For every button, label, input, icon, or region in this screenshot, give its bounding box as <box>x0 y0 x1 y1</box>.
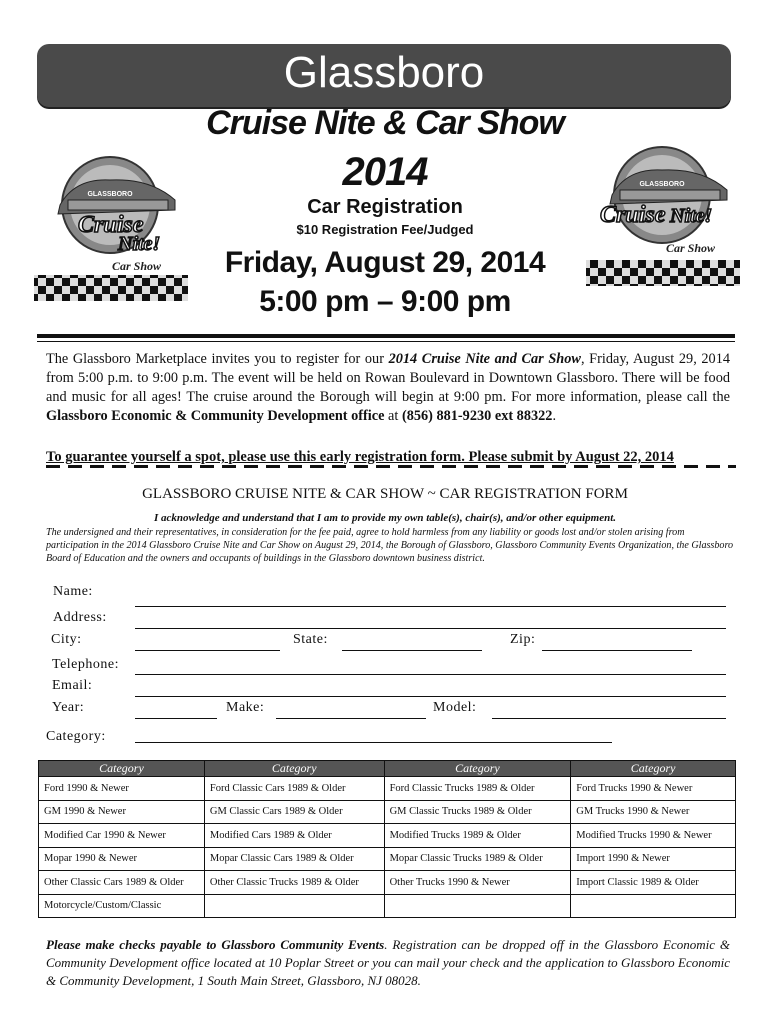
intro-text: The Glassboro Marketplace invites you to register for our <box>46 351 389 367</box>
registration-fee: $10 Registration Fee/Judged <box>296 222 474 237</box>
payment-payable-to: Please make checks payable to Glassboro Community Events <box>46 937 385 952</box>
dashed-divider <box>46 465 736 468</box>
table-cell: Modified Cars 1989 & Older <box>204 824 384 848</box>
category-field[interactable] <box>135 742 612 743</box>
column-header: Category <box>39 761 205 777</box>
table-cell: Modified Car 1990 & Newer <box>39 824 205 848</box>
intro-text: , Friday, August 29, 2014 from 5:00 p.m. to 9:00 p.m. The event will be held on Rowan Boulevard in Downtown Glassboro. There will be food and music for all ages! The cruise around the Borough will begin at 9:00 pm. For more information, please call the <box>46 351 730 405</box>
logo-line1: GLASSBORO <box>87 191 133 198</box>
table-cell: GM Classic Trucks 1989 & Older <box>384 800 571 824</box>
registration-heading: Car Registration <box>307 196 463 218</box>
name-label: Name: <box>53 584 93 599</box>
event-subtitle: Cruise Nite & Car Show <box>206 104 564 142</box>
intro-text: at <box>384 408 402 424</box>
table-cell: Import Classic 1989 & Older <box>571 871 736 895</box>
guarantee-notice: To guarantee yourself a spot, please use this early registration form. Please submit by August 22, 2014 <box>46 449 674 465</box>
column-header: Category <box>384 761 571 777</box>
table-row <box>39 871 736 895</box>
table-row <box>39 824 736 848</box>
logo-line3: Nite! <box>670 205 713 227</box>
table-cell: Other Classic Cars 1989 & Older <box>39 871 205 895</box>
telephone-field[interactable] <box>135 674 726 675</box>
intro-event-name: 2014 Cruise Nite and Car Show <box>388 351 581 367</box>
table-cell: Ford 1990 & Newer <box>39 777 205 801</box>
intro-phone: (856) 881-9230 ext 88322 <box>401 408 553 424</box>
name-field[interactable] <box>135 606 726 607</box>
table-cell: Ford Classic Cars 1989 & Older <box>204 777 384 801</box>
divider-thick <box>37 334 735 338</box>
table-cell: Mopar Classic Trucks 1989 & Older <box>384 847 571 871</box>
state-field[interactable] <box>342 650 482 651</box>
table-cell: Mopar 1990 & Newer <box>39 847 205 871</box>
model-field[interactable] <box>492 718 726 719</box>
zip-field[interactable] <box>542 650 692 651</box>
intro-office-name: Glassboro Economic & Community Development office <box>46 408 385 424</box>
checkered-flag-icon <box>586 260 740 286</box>
table-cell: Mopar Classic Cars 1989 & Older <box>204 847 384 871</box>
make-label: Make: <box>226 700 265 715</box>
payment-text: . Registration can be dropped off in the Glassboro Economic & Community Development office located at 10 Poplar Street or you can mail your check and the application to Glassboro Economic & Community Development, 1 South Main Street, Glassboro, NJ 08028. <box>46 937 730 988</box>
zip-label: Zip: <box>510 632 536 647</box>
checkered-flag-icon <box>34 275 188 301</box>
year-label: Year: <box>52 700 85 715</box>
table-cell <box>384 894 571 918</box>
table-cell: Ford Trucks 1990 & Newer <box>571 777 736 801</box>
table-cell: Modified Trucks 1990 & Newer <box>571 824 736 848</box>
column-header: Category <box>204 761 384 777</box>
table-cell: Import 1990 & Newer <box>571 847 736 871</box>
year-field[interactable] <box>135 718 217 719</box>
cruise-nite-logo-right <box>582 140 742 295</box>
table-cell <box>204 894 384 918</box>
city-field[interactable] <box>135 650 280 651</box>
cruise-nite-logo-left <box>30 150 190 305</box>
column-header: Category <box>571 761 736 777</box>
city-label: City: <box>51 632 82 647</box>
table-header-row <box>39 761 736 777</box>
table-cell: Other Trucks 1990 & Newer <box>384 871 571 895</box>
state-label: State: <box>293 632 328 647</box>
intro-paragraph <box>46 350 730 426</box>
table-row <box>39 777 736 801</box>
acknowledgement: I acknowledge and understand that I am to provide my own table(s), chair(s), and/or other equipment. <box>153 512 617 524</box>
model-label: Model: <box>433 700 477 715</box>
event-year: 2014 <box>342 150 428 194</box>
intro-text: . <box>552 408 557 424</box>
table-row <box>39 800 736 824</box>
event-date: Friday, August 29, 2014 <box>224 246 546 279</box>
table-cell: GM Trucks 1990 & Newer <box>571 800 736 824</box>
logo-line4: Car Show <box>666 241 716 255</box>
table-cell: Ford Classic Trucks 1989 & Older <box>384 777 571 801</box>
logo-line2: Cruise <box>78 212 144 238</box>
table-cell: Other Classic Trucks 1989 & Older <box>204 871 384 895</box>
table-cell: Modified Trucks 1989 & Older <box>384 824 571 848</box>
table-cell <box>571 894 736 918</box>
table-row <box>39 894 736 918</box>
logo-line1: GLASSBORO <box>639 181 685 188</box>
category-table <box>38 760 736 918</box>
title-banner <box>37 44 731 107</box>
table-cell: GM Classic Cars 1989 & Older <box>204 800 384 824</box>
banner-title: Glassboro <box>283 48 485 97</box>
form-title: GLASSBORO CRUISE NITE & CAR SHOW ~ CAR REGISTRATION FORM <box>142 486 628 502</box>
address-label: Address: <box>53 610 107 625</box>
category-label: Category: <box>46 729 106 744</box>
table-cell: GM 1990 & Newer <box>39 800 205 824</box>
logo-line4: Car Show <box>112 259 162 273</box>
make-field[interactable] <box>276 718 426 719</box>
table-row <box>39 847 736 871</box>
email-field[interactable] <box>135 696 726 697</box>
divider-thin <box>37 341 735 342</box>
event-time: 5:00 pm – 9:00 pm <box>259 285 511 318</box>
payment-instructions <box>46 936 730 990</box>
address-field[interactable] <box>135 628 726 629</box>
logo-line2: Cruise <box>600 202 666 228</box>
table-cell: Motorcycle/Custom/Classic <box>39 894 205 918</box>
waiver-text: The undersigned and their representatives, in consideration for the fee paid, agree to hold harmless from any liability or goods lost and/or stolen arising from participation in the 2014 Glassboro Cruise Nite and Car Show on August 29, 2014, the Borough of Glassboro, Glassboro Community Events Organization, the Glassboro Board of Education and the owners and occupants of buildings in the Glassboro downtown business district. <box>46 527 734 564</box>
telephone-label: Telephone: <box>52 657 119 672</box>
logo-line3: Nite! <box>118 233 161 255</box>
email-label: Email: <box>52 678 93 693</box>
